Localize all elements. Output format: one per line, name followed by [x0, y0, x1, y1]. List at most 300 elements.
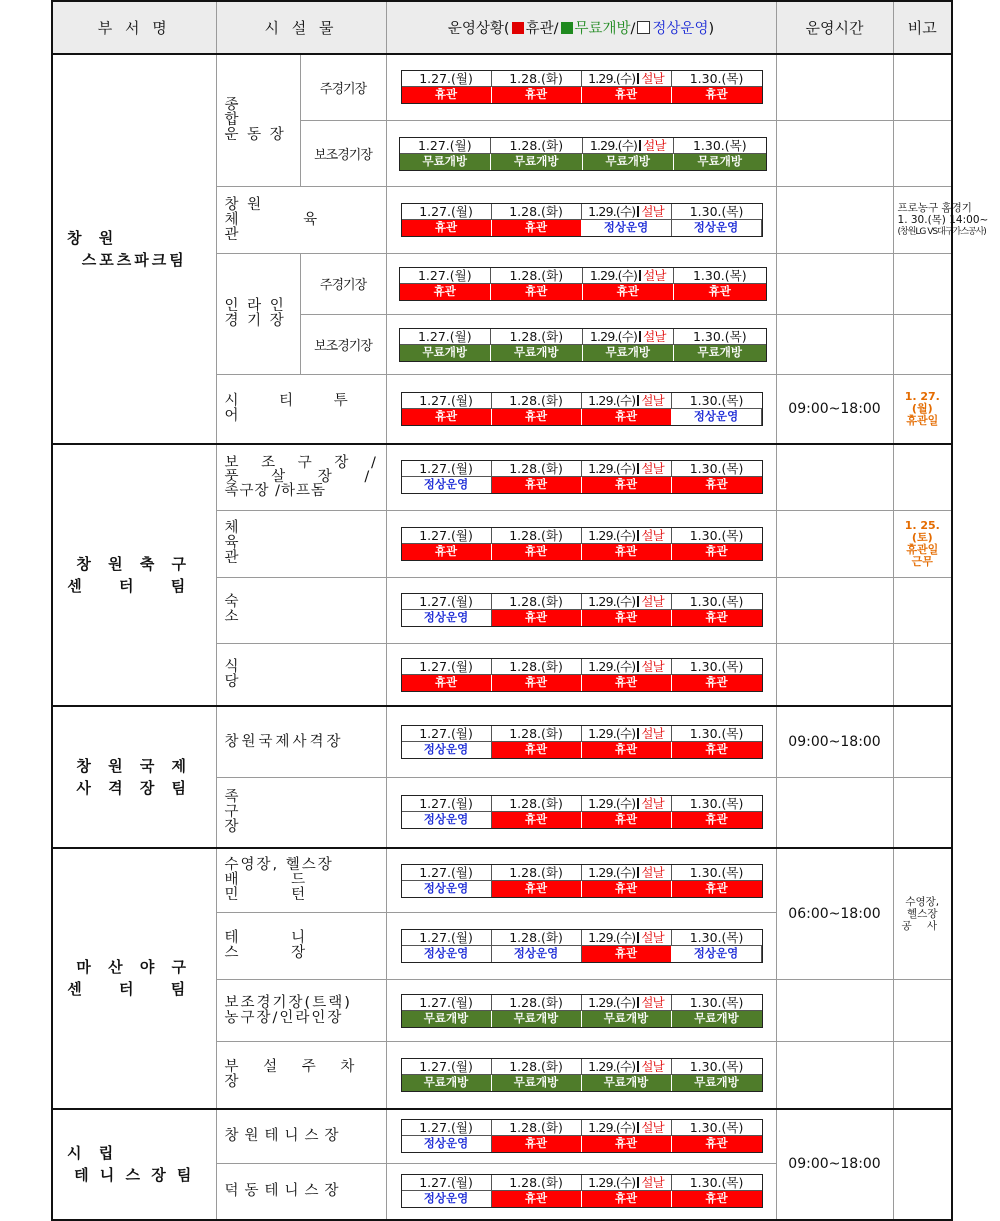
status-closed: 휴관	[582, 477, 672, 493]
facility-line2: 체 육 관	[224, 211, 348, 243]
status-cell	[386, 254, 776, 315]
holiday-marker	[637, 1122, 639, 1133]
status-cell	[386, 913, 776, 980]
hours-tennis: 09:00~18:00	[776, 1109, 893, 1220]
date-label: 1.27.(월)	[402, 594, 492, 610]
date-label: 1.29.(수) 설날	[582, 594, 672, 610]
status-closed: 휴관	[492, 87, 582, 103]
legend-closed-swatch	[512, 22, 524, 34]
holiday-marker	[639, 270, 641, 281]
date-label: 1.28.(화)	[492, 726, 582, 742]
status-closed: 휴관	[492, 610, 582, 626]
date-label: 1.29.(수) 설날	[582, 1059, 672, 1075]
date-label: 1.30.(목)	[672, 930, 762, 946]
date-label: 1.29.(수) 설날	[583, 268, 675, 284]
date-label: 1.27.(월)	[400, 138, 492, 154]
hours-cell	[776, 54, 893, 121]
holiday-marker	[637, 798, 639, 809]
holiday-label: 설날	[641, 929, 664, 945]
status-free: 무료개방	[674, 154, 766, 170]
legend-closed-label: 휴관/	[525, 20, 559, 37]
status-free: 무료개방	[492, 1011, 582, 1027]
status-cell	[386, 1163, 776, 1220]
header-status-prefix: 운영상황(	[447, 20, 510, 37]
facility-shooting: 창원국제사격장	[216, 706, 386, 777]
status-free: 무료개방	[583, 345, 675, 361]
facility-tennis-court: 테 니 스 장	[216, 913, 386, 980]
holiday-marker	[637, 997, 639, 1008]
facility-fc-cafeteria: 식 당	[216, 644, 386, 707]
facility-changwon-tennis: 창원테니스장	[216, 1109, 386, 1164]
date-label: 1.30.(목)	[672, 995, 762, 1011]
date-label: 1.30.(목)	[674, 138, 766, 154]
status-closed: 휴관	[492, 477, 582, 493]
date-label: 1.29.(수) 설날	[583, 329, 675, 345]
note-fc-gym	[893, 510, 952, 577]
date-label: 1.28.(화)	[492, 659, 582, 675]
date-label: 1.27.(월)	[402, 1175, 492, 1191]
status-cell	[386, 510, 776, 577]
date-label: 1.29.(수) 설날	[582, 461, 672, 477]
facility-line1: 수영장, 헬스장	[224, 857, 334, 874]
header-status-suffix: )	[708, 20, 715, 37]
hours-cell	[776, 444, 893, 511]
note-line: (월)	[911, 402, 933, 416]
date-label: 1.28.(화)	[492, 204, 582, 220]
schedule-grid	[401, 725, 763, 759]
status-cell	[386, 644, 776, 707]
dept-name-line2: 테 니 스 장 팀	[74, 1166, 195, 1185]
facility-jokgu: 족 구 장	[216, 777, 386, 848]
date-label: 1.29.(수) 설날	[582, 1175, 672, 1191]
date-label: 1.29.(수) 설날	[582, 1120, 672, 1136]
status-free: 무료개방	[582, 1011, 672, 1027]
holiday-marker	[637, 73, 639, 84]
note-cell	[893, 254, 952, 315]
schedule-grid	[401, 864, 763, 898]
status-closed: 휴관	[582, 742, 672, 758]
status-free: 무료개방	[402, 1011, 492, 1027]
status-closed: 휴관	[582, 1136, 672, 1152]
date-label: 1.30.(목)	[674, 329, 766, 345]
schedule-grid	[401, 392, 763, 426]
dept-name-line1: 창 원 국 제	[76, 757, 193, 776]
status-closed: 휴관	[582, 812, 672, 828]
facility-main-stadium: 주경기장	[300, 254, 386, 315]
date-label: 1.30.(목)	[672, 1059, 762, 1075]
note-pool	[893, 848, 952, 979]
date-label: 1.27.(월)	[402, 528, 492, 544]
status-open: 정상운영	[402, 1191, 492, 1207]
status-closed: 휴관	[672, 87, 762, 103]
status-free: 무료개방	[400, 345, 492, 361]
status-cell	[386, 54, 776, 121]
status-closed: 휴관	[492, 881, 582, 897]
dept-name-line2: 스포츠파크팀	[81, 250, 187, 269]
facility-line2: 풋 살 장 /	[224, 469, 384, 486]
status-closed: 휴관	[582, 881, 672, 897]
date-label: 1.27.(월)	[402, 865, 492, 881]
note-cell	[893, 314, 952, 375]
hours-cell	[776, 510, 893, 577]
note-cell	[893, 644, 952, 707]
status-closed: 휴관	[402, 409, 492, 425]
holiday-label: 설날	[643, 137, 666, 153]
status-free: 무료개방	[582, 1075, 672, 1091]
hours-masan: 06:00~18:00	[776, 848, 893, 979]
status-cell	[386, 777, 776, 848]
status-closed: 휴관	[402, 675, 492, 691]
date-label: 1.29.(수) 설날	[582, 865, 672, 881]
schedule-grid	[401, 527, 763, 561]
status-closed: 휴관	[402, 544, 492, 560]
note-line: (창원LG VS대구가스공사)	[897, 227, 986, 238]
facility-line1: 종 합	[224, 97, 261, 128]
holiday-label: 설날	[641, 1059, 664, 1075]
note-cell	[893, 577, 952, 644]
date-label: 1.29.(수) 설날	[582, 659, 672, 675]
holiday-marker	[637, 530, 639, 541]
holiday-marker	[639, 140, 641, 151]
status-free: 무료개방	[583, 154, 675, 170]
header-status	[386, 1, 776, 54]
status-closed: 휴관	[492, 409, 582, 425]
dept-name-line2: 센 터 팀	[67, 577, 202, 596]
status-open: 정상운영	[402, 742, 492, 758]
holiday-label: 설날	[641, 658, 664, 674]
facility-main-stadium: 주경기장	[300, 54, 386, 121]
date-label: 1.27.(월)	[402, 726, 492, 742]
facility-line2: 농구장/인라인장	[224, 1009, 344, 1026]
date-label: 1.28.(화)	[492, 796, 582, 812]
hours-cell	[776, 777, 893, 848]
status-cell	[386, 187, 776, 254]
date-label: 1.27.(월)	[400, 268, 492, 284]
note-cell	[893, 444, 952, 511]
header-dept: 부 서 명	[52, 1, 216, 54]
facility-deokdong-tennis: 덕동테니스장	[216, 1163, 386, 1220]
status-open: 정상운영	[402, 881, 492, 897]
date-label: 1.29.(수) 설날	[582, 528, 672, 544]
schedule-grid	[401, 795, 763, 829]
status-closed: 휴관	[672, 1191, 762, 1207]
holiday-label: 설날	[641, 71, 664, 87]
holiday-marker	[637, 596, 639, 607]
hours-shooting: 09:00~18:00	[776, 706, 893, 777]
status-cell	[386, 444, 776, 511]
holiday-marker	[639, 331, 641, 342]
legend-free-label: 무료개방	[574, 20, 631, 37]
status-cell	[386, 979, 776, 1042]
date-label: 1.30.(목)	[672, 71, 762, 87]
status-free: 무료개방	[672, 1011, 762, 1027]
status-closed: 휴관	[582, 610, 672, 626]
note-cell	[893, 120, 952, 187]
note-line: 1. 27.	[904, 390, 940, 404]
note-line: 프로농구 홈경기	[897, 202, 972, 215]
facility-fc-gym: 체 육 관	[216, 510, 386, 577]
schedule-grid	[399, 137, 767, 171]
date-label: 1.28.(화)	[492, 930, 582, 946]
holiday-label: 설날	[641, 527, 664, 543]
status-closed: 휴관	[672, 610, 762, 626]
date-label: 1.27.(월)	[402, 461, 492, 477]
date-label: 1.27.(월)	[402, 995, 492, 1011]
holiday-label: 설날	[641, 461, 664, 477]
date-label: 1.29.(수) 설날	[582, 930, 672, 946]
status-open: 정상운영	[402, 477, 492, 493]
facility-line1: 보조경기장(트랙)	[224, 994, 352, 1011]
holiday-label: 설날	[641, 726, 664, 742]
holiday-label: 설날	[641, 393, 664, 409]
legend-open-label: 정상운영	[652, 20, 709, 37]
note-line: 1. 30.(목) 14:00~	[897, 214, 989, 227]
date-label: 1.27.(월)	[402, 796, 492, 812]
hours-cell	[776, 644, 893, 707]
status-closed: 휴관	[672, 742, 762, 758]
header-hours: 운영시간	[776, 1, 893, 54]
note-line: 헬스장	[907, 907, 938, 920]
schedule-grid	[401, 1058, 763, 1092]
facility-line3: 족구장 /하프돔	[224, 483, 327, 500]
schedule-grid	[401, 70, 763, 104]
status-closed: 휴관	[492, 812, 582, 828]
date-label: 1.30.(목)	[672, 1120, 762, 1136]
dept-name-line2: 센 터 팀	[67, 980, 202, 999]
facility-pool	[216, 848, 386, 913]
note-line: 수영장,	[905, 895, 940, 908]
hours-cell	[776, 254, 893, 315]
date-label: 1.29.(수) 설날	[582, 204, 672, 220]
status-free: 무료개방	[402, 1075, 492, 1091]
legend-open-swatch	[637, 21, 650, 34]
legend-free-swatch	[561, 22, 573, 34]
date-label: 1.29.(수) 설날	[582, 995, 672, 1011]
holiday-marker	[637, 463, 639, 474]
status-closed: 휴관	[402, 87, 492, 103]
schedule-grid	[401, 460, 763, 494]
hours-cell	[776, 1042, 893, 1109]
status-cell	[386, 120, 776, 187]
holiday-label: 설날	[641, 204, 664, 220]
facility-line2: 운 동 장	[224, 127, 286, 143]
date-label: 1.30.(목)	[672, 594, 762, 610]
note-cell	[893, 979, 952, 1042]
header-facility: 시 설 물	[216, 1, 386, 54]
date-label: 1.28.(화)	[492, 461, 582, 477]
note-cell	[893, 1042, 952, 1109]
date-label: 1.28.(화)	[492, 71, 582, 87]
status-open: 정상운영	[402, 812, 492, 828]
dept-name-line1: 시 립	[67, 1144, 120, 1163]
status-closed: 휴관	[492, 1136, 582, 1152]
date-label: 1.29.(수) 설날	[582, 796, 672, 812]
facility-status-table	[51, 0, 989, 1221]
status-closed: 휴관	[672, 1136, 762, 1152]
schedule-grid	[401, 929, 763, 963]
date-label: 1.28.(화)	[491, 138, 583, 154]
facility-sub-stadium: 보조경기장	[300, 314, 386, 375]
date-label: 1.28.(화)	[492, 393, 582, 409]
status-closed: 휴관	[582, 87, 672, 103]
holiday-marker	[637, 1061, 639, 1072]
hours-cell	[776, 120, 893, 187]
date-label: 1.27.(월)	[402, 393, 492, 409]
status-closed: 휴관	[582, 544, 672, 560]
status-closed: 휴관	[672, 881, 762, 897]
date-label: 1.27.(월)	[402, 659, 492, 675]
date-label: 1.29.(수) 설날	[582, 393, 672, 409]
date-label: 1.30.(목)	[672, 796, 762, 812]
facility-sub-stadium: 보조경기장	[300, 120, 386, 187]
date-label: 1.28.(화)	[492, 865, 582, 881]
status-closed: 휴관	[491, 284, 583, 300]
date-label: 1.30.(목)	[674, 268, 766, 284]
hours-cell	[776, 187, 893, 254]
holiday-marker	[637, 728, 639, 739]
status-open: 정상운영	[672, 409, 762, 425]
facility-inline	[216, 254, 300, 375]
date-label: 1.30.(목)	[672, 393, 762, 409]
facility-line1: 보 조 구 장 /	[224, 455, 385, 472]
status-cell	[386, 1042, 776, 1109]
holiday-label: 설날	[641, 864, 664, 880]
holiday-label: 설날	[641, 1120, 664, 1136]
date-label: 1.27.(월)	[402, 1120, 492, 1136]
date-label: 1.29.(수) 설날	[583, 138, 675, 154]
holiday-label: 설날	[641, 594, 664, 610]
holiday-label: 설날	[643, 328, 666, 344]
facility-line1: 인 라 인	[224, 298, 286, 315]
hours-cell	[776, 577, 893, 644]
date-label: 1.30.(목)	[672, 1175, 762, 1191]
note-gym1	[893, 187, 989, 254]
note-cell	[893, 706, 952, 777]
header-note: 비고	[893, 1, 952, 54]
status-open: 정상운영	[402, 946, 492, 962]
schedule-grid	[399, 267, 767, 301]
facility-citytour: 시 티 투 어	[216, 375, 386, 444]
schedule-grid	[401, 1119, 763, 1153]
date-label: 1.28.(화)	[491, 268, 583, 284]
legend-separator: /	[630, 20, 636, 37]
status-open: 정상운영	[492, 946, 582, 962]
date-label: 1.27.(월)	[402, 71, 492, 87]
facility-sports-complex	[216, 54, 300, 187]
status-free: 무료개방	[672, 1075, 762, 1091]
date-label: 1.28.(화)	[492, 594, 582, 610]
dept-masan-baseball	[52, 848, 216, 1109]
status-open: 정상운영	[402, 610, 492, 626]
status-free: 무료개방	[491, 345, 583, 361]
date-label: 1.28.(화)	[491, 329, 583, 345]
date-label: 1.28.(화)	[492, 1120, 582, 1136]
dept-sports-park	[52, 54, 216, 444]
status-closed: 휴관	[492, 220, 582, 236]
dept-name-line1: 창 원 축 구	[76, 555, 193, 574]
date-label: 1.27.(월)	[400, 329, 492, 345]
status-closed: 휴관	[672, 675, 762, 691]
schedule-grid	[401, 203, 763, 237]
note-cell	[893, 54, 952, 121]
note-line: 근무	[911, 554, 933, 568]
status-cell	[386, 375, 776, 444]
date-label: 1.27.(월)	[402, 1059, 492, 1075]
status-free: 무료개방	[491, 154, 583, 170]
holiday-marker	[637, 206, 639, 217]
date-label: 1.30.(목)	[672, 528, 762, 544]
status-cell	[386, 577, 776, 644]
date-label: 1.30.(목)	[672, 659, 762, 675]
hours-citytour: 09:00~18:00	[776, 375, 893, 444]
status-closed: 휴관	[672, 477, 762, 493]
holiday-marker	[637, 1177, 639, 1188]
date-label: 1.30.(목)	[672, 204, 762, 220]
schedule-grid	[401, 994, 763, 1028]
schedule-grid	[401, 1174, 763, 1208]
status-closed: 휴관	[672, 812, 762, 828]
note-line: 공 사	[901, 919, 944, 932]
dept-shooting-range	[52, 706, 216, 848]
status-free: 무료개방	[674, 345, 766, 361]
note-line: (토)	[911, 530, 933, 544]
dept-name-line1: 마 산 야 구	[76, 958, 193, 977]
note-citytour	[893, 375, 952, 444]
status-closed: 휴관	[672, 544, 762, 560]
header-row	[52, 1, 952, 54]
date-label: 1.28.(화)	[492, 995, 582, 1011]
date-label: 1.29.(수) 설날	[582, 71, 672, 87]
dept-football-center	[52, 444, 216, 707]
hours-cell	[776, 314, 893, 375]
date-label: 1.28.(화)	[492, 1059, 582, 1075]
schedule-grid	[401, 593, 763, 627]
facility-line2: 배 드 민 턴	[224, 872, 330, 904]
date-label: 1.28.(화)	[492, 528, 582, 544]
date-label: 1.30.(목)	[672, 461, 762, 477]
status-closed: 휴관	[492, 1191, 582, 1207]
date-label: 1.27.(월)	[402, 930, 492, 946]
holiday-label: 설날	[643, 267, 666, 283]
dept-name-line2: 사 격 장 팀	[76, 779, 193, 798]
dept-city-tennis	[52, 1109, 216, 1220]
holiday-marker	[637, 661, 639, 672]
status-closed: 휴관	[583, 284, 675, 300]
holiday-marker	[637, 867, 639, 878]
schedule-grid	[399, 328, 767, 362]
status-closed: 휴관	[582, 1191, 672, 1207]
status-closed: 휴관	[582, 675, 672, 691]
holiday-label: 설날	[641, 994, 664, 1010]
schedule-grid	[401, 658, 763, 692]
note-cell	[893, 1109, 952, 1220]
status-closed: 휴관	[582, 409, 672, 425]
status-closed: 휴관	[402, 220, 492, 236]
status-free: 무료개방	[400, 154, 492, 170]
status-open: 정상운영	[582, 220, 672, 236]
note-cell	[893, 777, 952, 848]
status-closed: 휴관	[492, 675, 582, 691]
facility-line1: 창 원	[224, 196, 264, 213]
status-closed: 휴관	[674, 284, 766, 300]
facility-line2: 경 기 장	[224, 313, 286, 330]
note-line: 휴관일	[906, 542, 939, 556]
note-line: 휴관일	[906, 414, 939, 428]
facility-changwon-gym	[216, 187, 386, 254]
date-label: 1.29.(수) 설날	[582, 726, 672, 742]
status-free: 무료개방	[492, 1075, 582, 1091]
date-label: 1.30.(목)	[672, 726, 762, 742]
